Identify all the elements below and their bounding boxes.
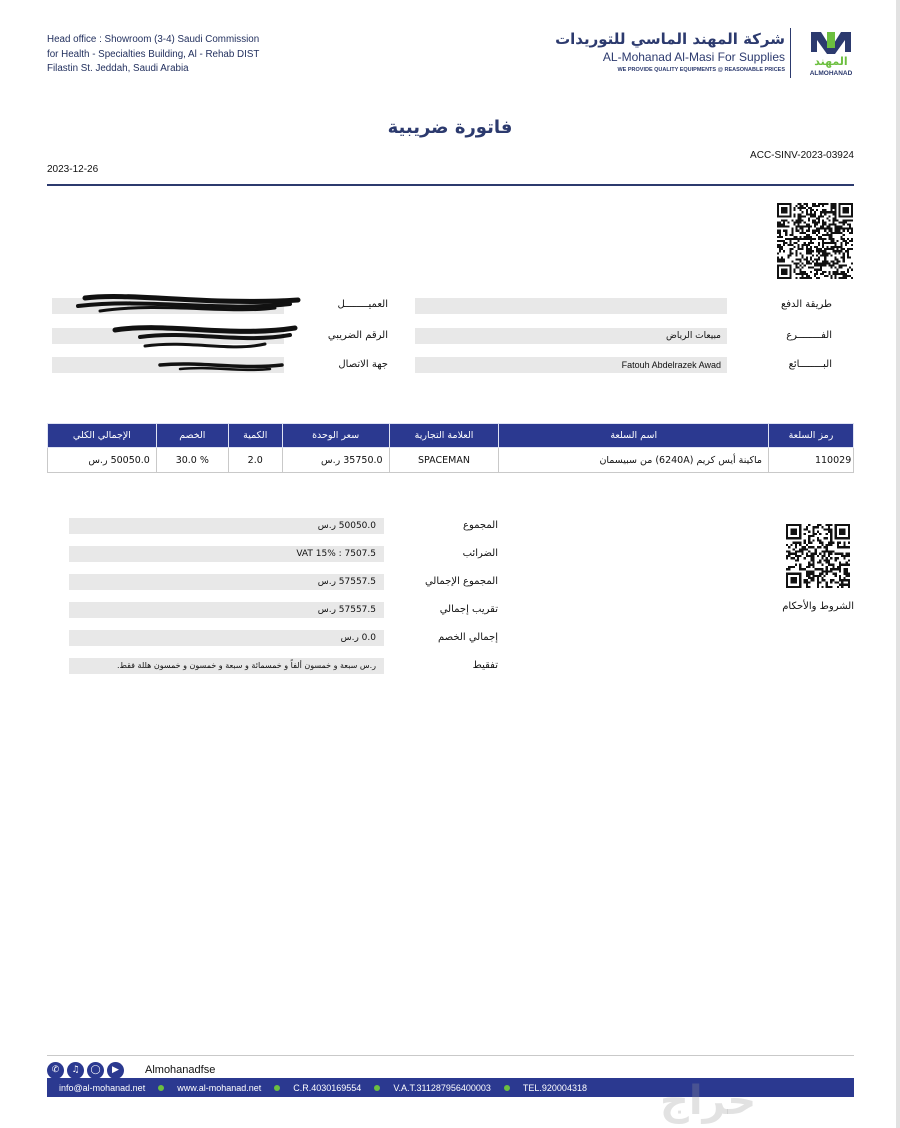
document-title: فاتورة ضريبية	[387, 117, 513, 138]
footer-cr-number: C.R.4030169554	[293, 1082, 362, 1093]
instagram-icon[interactable]: ◯	[87, 1062, 104, 1079]
address-line: for Health - Specialties Building, Al - Rehab DIST	[47, 48, 260, 60]
bullet-dot	[374, 1085, 380, 1091]
amount-in-words-value: ر.س سبعة و خمسون ألفاً و خمسمائة و سبعة و خمسون و خمسون هللة فقط.	[69, 658, 384, 674]
column-header-item-code: رمز السلعة	[768, 424, 853, 448]
column-header-unit-price: سعر الوحدة	[282, 424, 389, 448]
tiktok-icon[interactable]: ♫	[67, 1062, 84, 1079]
invoice-number: ACC-SINV-2023-03924	[750, 150, 854, 161]
head-office-address	[47, 33, 307, 77]
company-name-en: AL-Mohanad Al-Masi For Supplies	[602, 50, 785, 64]
contact-label: جهة الاتصال	[338, 359, 388, 370]
haraj-watermark: حراج	[660, 1078, 757, 1124]
youtube-icon[interactable]: ▶	[107, 1062, 124, 1079]
cell-item-name: ماكينة أيس كريم (6240A) من سبيسمان	[499, 448, 769, 473]
invoice-date: 2023-12-26	[47, 164, 99, 175]
branch-value: مبيعات الرياض	[415, 328, 727, 344]
payment-method-label: طريقة الدفع	[780, 299, 832, 310]
column-header-total: الإجمالي الكلي	[48, 424, 157, 448]
rounded-total-label: تقريب إجمالي	[439, 604, 498, 615]
company-name-ar: شركة المهند الماسي للتوريدات	[555, 30, 785, 48]
logo-text-ar: المهند	[814, 55, 848, 68]
bullet-dot	[158, 1085, 164, 1091]
terms-qr-code	[786, 524, 850, 588]
title-divider	[47, 184, 854, 186]
cell-qty: 2.0	[228, 448, 282, 473]
cell-total: 50050.0 ر.س	[48, 448, 157, 473]
redaction-scribble	[60, 290, 310, 375]
invoice-qr-code	[777, 203, 853, 279]
tax-number-label: الرقم الضريبي	[327, 330, 388, 341]
terms-and-conditions-label: الشروط والأحكام	[782, 601, 854, 612]
payment-method-value	[415, 298, 727, 314]
grand-total-label: المجموع الإجمالي	[424, 576, 498, 587]
bullet-dot	[504, 1085, 510, 1091]
subtotal-label: المجموع	[463, 520, 498, 531]
cell-unit-price: 35750.0 ر.س	[282, 448, 389, 473]
footer-divider	[47, 1055, 854, 1056]
footer-website[interactable]: www.al-mohanad.net	[177, 1082, 262, 1093]
company-logo	[805, 28, 857, 78]
logo-text-en: ALMOHANAD	[809, 70, 853, 77]
page-edge	[896, 0, 900, 1128]
brand-divider	[790, 28, 791, 78]
customer-label: العميــــــــل	[337, 299, 388, 310]
footer-telephone: TEL.920004318	[522, 1082, 587, 1093]
seller-value: Fatouh Abdelrazek Awad	[415, 357, 727, 373]
footer-social	[47, 1060, 215, 1080]
footer-email[interactable]: info@al-mohanad.net	[59, 1082, 146, 1093]
company-brand	[555, 30, 785, 73]
social-handle[interactable]: Almohanadfse	[145, 1064, 216, 1076]
cell-discount: 30.0 %	[156, 448, 228, 473]
table-row	[48, 448, 854, 473]
column-header-brand: العلامة التجارية	[389, 424, 499, 448]
tax-label: الضرائب	[462, 548, 498, 559]
column-header-item-name: اسم السلعة	[499, 424, 769, 448]
column-header-discount: الخصم	[156, 424, 228, 448]
amount-in-words-label: تفقيط	[472, 660, 498, 671]
company-tagline: WE PROVIDE QUALITY EQUIPMENTS @ REASONABLE PRICES	[617, 67, 785, 73]
items-table	[47, 423, 854, 473]
footer-vat-number: V.A.T.311287956400003	[393, 1082, 491, 1093]
total-discount-value: 0.0 ر.س	[69, 630, 384, 646]
address-line: Head office : Showroom (3-4) Saudi Commission	[47, 34, 260, 45]
seller-label: البــــــــائع	[788, 359, 832, 370]
rounded-total-value: 57557.5 ر.س	[69, 602, 384, 618]
column-header-qty: الكمية	[228, 424, 282, 448]
grand-total-value: 57557.5 ر.س	[69, 574, 384, 590]
table-header-row	[48, 424, 854, 448]
subtotal-value: 50050.0 ر.س	[69, 518, 384, 534]
tax-value: VAT 15% : 7507.5	[69, 546, 384, 562]
whatsapp-icon[interactable]: ✆	[47, 1062, 64, 1079]
cell-brand: SPACEMAN	[389, 448, 499, 473]
address-line: Filastin St. Jeddah, Saudi Arabia	[47, 63, 189, 74]
cell-item-code: 110029	[768, 448, 853, 473]
total-discount-label: إجمالي الخصم	[438, 632, 498, 643]
bullet-dot	[274, 1085, 280, 1091]
branch-label: الفــــــــرع	[786, 330, 832, 341]
